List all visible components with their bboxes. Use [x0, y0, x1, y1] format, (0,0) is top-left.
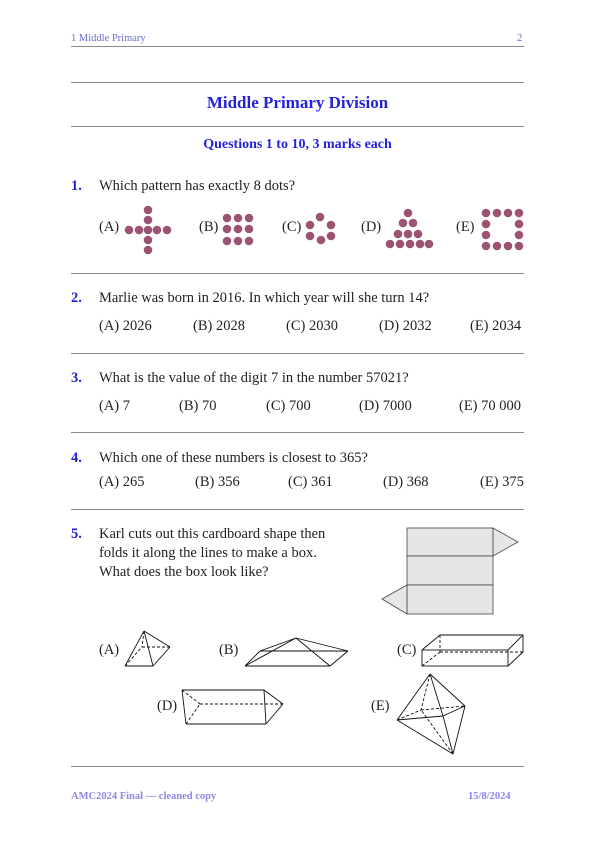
- q1-option-a-label[interactable]: (A): [99, 219, 120, 235]
- question-5-number: 5.: [71, 526, 82, 542]
- question-2-text: Marlie was born in 2016. In which year will she turn 14?: [99, 290, 430, 306]
- q1-option-c-dots: [304, 210, 340, 246]
- q5-option-a-label[interactable]: (A): [99, 642, 120, 658]
- q5-option-b-pyramid: [244, 636, 350, 668]
- question-1-text: Which pattern has exactly 8 dots?: [99, 178, 296, 194]
- q5-option-d-label[interactable]: (D): [157, 698, 178, 714]
- q5-option-a-pyramid: [122, 628, 174, 670]
- q3-option-d[interactable]: (D) 7000: [359, 398, 412, 414]
- question-3-number: 3.: [71, 370, 82, 386]
- q5-option-c-label[interactable]: (C): [397, 642, 417, 658]
- question-divider-3: [71, 432, 524, 433]
- q4-option-d[interactable]: (D) 368: [383, 474, 429, 490]
- footer-left-text: AMC2024 Final — cleaned copy: [71, 791, 217, 802]
- title-bottom-rule: [71, 126, 524, 127]
- q1-option-b-label[interactable]: (B): [199, 219, 219, 235]
- q1-option-e-label[interactable]: (E): [456, 219, 475, 235]
- q5-option-c-prism: [420, 632, 526, 668]
- questions-subtitle: Questions 1 to 10, 3 marks each: [203, 137, 392, 152]
- q5-option-e-label[interactable]: (E): [371, 698, 390, 714]
- q4-option-e[interactable]: (E) 375: [480, 474, 524, 490]
- cardboard-net-figure: [380, 526, 520, 626]
- q1-option-c-label[interactable]: (C): [282, 219, 302, 235]
- division-title: Middle Primary Division: [206, 93, 389, 112]
- q3-option-a[interactable]: (A) 7: [99, 398, 131, 414]
- q4-option-b[interactable]: (B) 356: [195, 474, 240, 490]
- q5-option-b-label[interactable]: (B): [219, 642, 239, 658]
- question-2-number: 2.: [71, 290, 82, 306]
- q2-option-b[interactable]: (B) 2028: [193, 318, 245, 334]
- q2-option-a[interactable]: (A) 2026: [99, 318, 152, 334]
- q5-option-e-octahedron: [395, 672, 469, 758]
- header-rule: [71, 46, 524, 47]
- q1-option-a-dots: [123, 204, 173, 254]
- footer-date: 15/8/2024: [468, 791, 511, 802]
- running-header-page-number: 2: [517, 33, 523, 44]
- q4-option-c[interactable]: (C) 361: [288, 474, 333, 490]
- q1-option-d-dots: [385, 207, 435, 251]
- question-5-text-line-1: Karl cuts out this cardboard shape then: [99, 526, 326, 542]
- question-divider-4: [71, 509, 524, 510]
- q3-option-b[interactable]: (B) 70: [179, 398, 217, 414]
- q3-option-c[interactable]: (C) 700: [266, 398, 311, 414]
- q1-option-e-dots: [480, 207, 526, 253]
- q4-option-a[interactable]: (A) 265: [99, 474, 145, 490]
- running-header-section: 1 Middle Primary: [71, 33, 146, 44]
- question-4-number: 4.: [71, 450, 82, 466]
- q2-option-e[interactable]: (E) 2034: [470, 318, 522, 334]
- question-4-text: Which one of these numbers is closest to 365?: [99, 450, 368, 466]
- q3-option-e[interactable]: (E) 70 000: [459, 398, 522, 414]
- question-3-text: What is the value of the digit 7 in the number 57021?: [99, 370, 409, 386]
- title-top-rule: [71, 82, 524, 83]
- question-divider-2: [71, 353, 524, 354]
- q2-option-c[interactable]: (C) 2030: [286, 318, 338, 334]
- question-5-text-line-2: folds it along the lines to make a box.: [99, 545, 317, 561]
- footer-rule: [71, 766, 524, 767]
- question-5-text-line-3: What does the box look like?: [99, 564, 269, 580]
- q1-option-b-dots: [221, 211, 257, 247]
- q5-option-d-prism: [180, 688, 286, 730]
- question-1-number: 1.: [71, 178, 82, 194]
- question-divider-1: [71, 273, 524, 274]
- q1-option-d-label[interactable]: (D): [361, 219, 382, 235]
- q2-option-d[interactable]: (D) 2032: [379, 318, 432, 334]
